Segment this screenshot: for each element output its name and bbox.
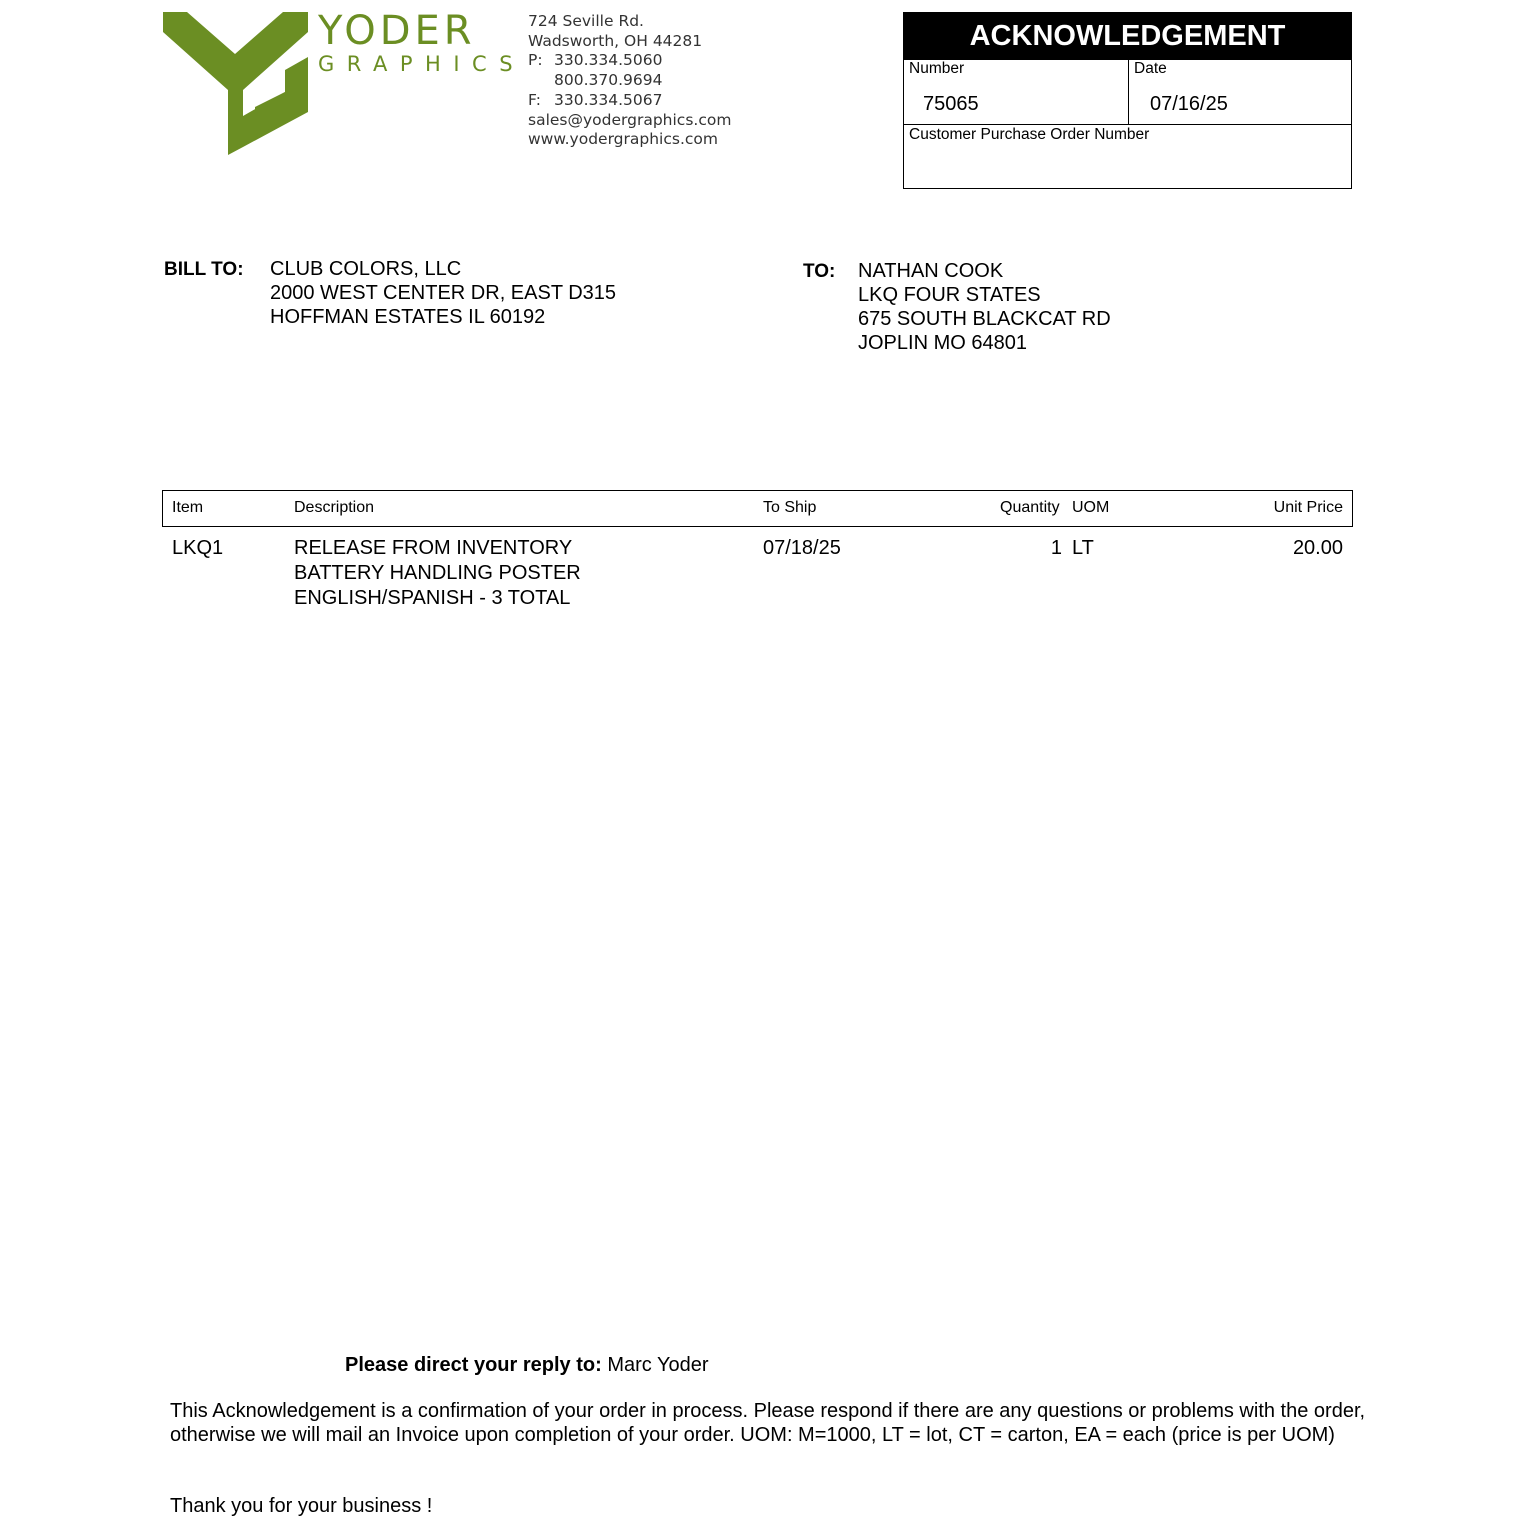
bill-to-label: BILL TO: <box>164 259 244 280</box>
row-unit-price: 20.00 <box>1292 537 1343 559</box>
ship-to-line: JOPLIN MO 64801 <box>858 332 1027 354</box>
description-line: ENGLISH/SPANISH - 3 TOTAL <box>294 587 571 609</box>
company-fax <box>528 91 731 111</box>
ship-to-line: LKQ FOUR STATES <box>858 284 1041 306</box>
table-row <box>162 536 1353 616</box>
description-line: RELEASE FROM INVENTORY <box>294 537 573 559</box>
date-label: Date <box>1134 60 1167 77</box>
row-quantity: 1 <box>1050 537 1062 559</box>
header-to-ship: To Ship <box>763 499 817 516</box>
header-uom: UOM <box>1072 499 1110 516</box>
acknowledgement-notice: This Acknowledgement is a confirmation of your order in process. Please respond if there are any questions or problems with the order, otherwise we will mail an Invoice upon completion of your order. UOM: M=1000, LT = lot, CT = carton, EA = each (price is per UOM) <box>170 1400 1366 1446</box>
phone2: 800.370.9694 <box>554 71 663 90</box>
header-item: Item <box>172 499 204 516</box>
phone1: 330.334.5060 <box>554 51 663 70</box>
bill-to-line: CLUB COLORS, LLC <box>270 258 462 280</box>
po-label: Customer Purchase Order Number <box>909 126 1150 143</box>
ship-to-address <box>858 259 1111 355</box>
company-contact <box>528 12 731 150</box>
company-address1: 724 Seville Rd. <box>528 12 644 30</box>
reply-to-label: Please direct your reply to: <box>345 1354 602 1376</box>
yoder-graphics-logo-icon <box>163 12 308 157</box>
ship-to-line: NATHAN COOK <box>858 260 1004 282</box>
company-email[interactable]: sales@yodergraphics.com <box>528 110 732 129</box>
ship-to-label: TO: <box>803 261 836 282</box>
company-website[interactable]: www.yodergraphics.com <box>528 130 718 149</box>
company-address2: Wadsworth, OH 44281 <box>528 31 703 50</box>
row-to-ship: 07/18/25 <box>763 537 841 559</box>
acknowledgement-box <box>903 12 1352 189</box>
reply-to-name: Marc Yoder <box>607 1354 709 1376</box>
ship-to-line: 675 SOUTH BLACKCAT RD <box>858 308 1111 330</box>
header-quantity: Quantity <box>1000 499 1060 516</box>
brand-name: YODER <box>318 8 476 54</box>
header-description: Description <box>294 499 375 516</box>
fax-label: F: <box>528 90 541 109</box>
bill-to-address <box>270 257 616 329</box>
row-description <box>294 536 581 611</box>
bill-to-line: HOFFMAN ESTATES IL 60192 <box>270 306 546 328</box>
ack-number: 75065 <box>923 93 979 115</box>
row-item: LKQ1 <box>172 537 224 559</box>
acknowledgement-title: ACKNOWLEDGEMENT <box>904 13 1351 60</box>
ack-date: 07/16/25 <box>1150 93 1228 115</box>
company-phone <box>528 51 731 71</box>
description-line: BATTERY HANDLING POSTER <box>294 562 581 584</box>
company-phone2 <box>528 71 731 91</box>
thank-you-message: Thank you for your business ! <box>170 1495 433 1517</box>
bill-to-line: 2000 WEST CENTER DR, EAST D315 <box>270 282 617 304</box>
line-items-header <box>162 490 1353 527</box>
brand-subtitle: GRAPHICS <box>318 52 526 76</box>
row-uom: LT <box>1072 537 1094 559</box>
header-unit-price: Unit Price <box>1273 499 1343 516</box>
reply-to <box>345 1354 709 1377</box>
number-label: Number <box>909 60 965 77</box>
fax-number: 330.334.5067 <box>554 90 663 109</box>
phone-label: P: <box>528 51 543 70</box>
